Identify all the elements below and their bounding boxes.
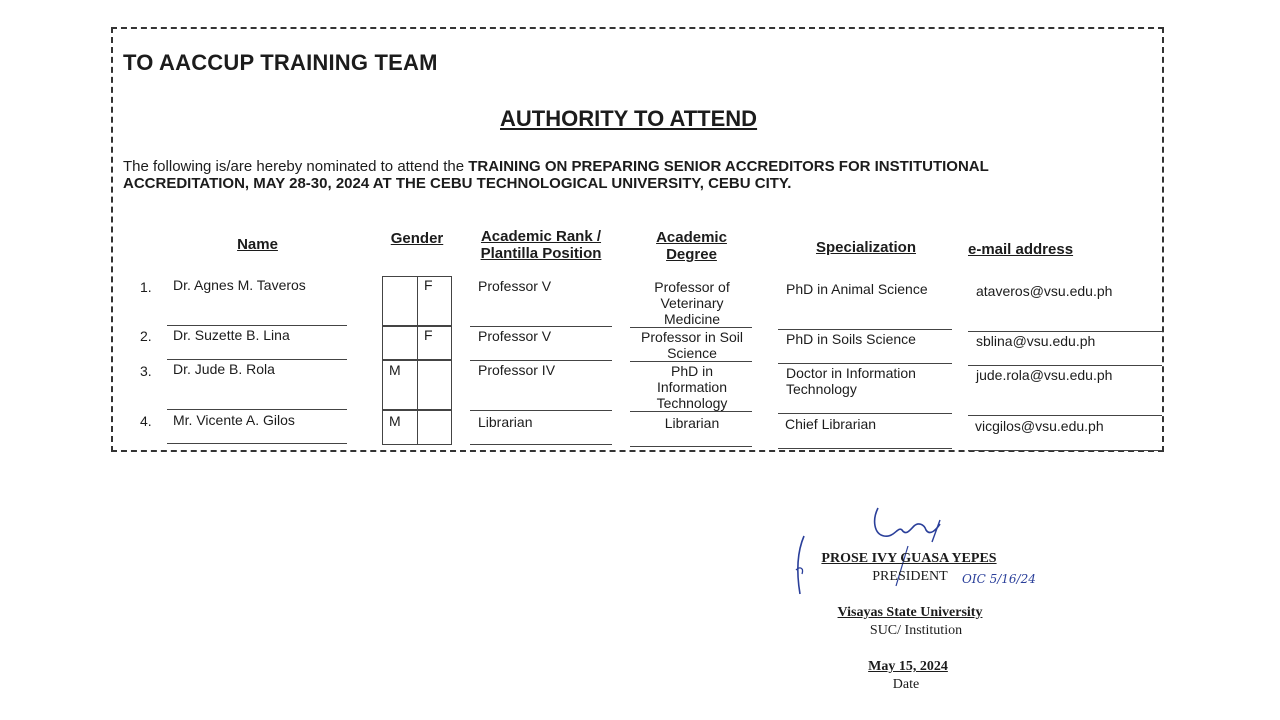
row1-email-line [968, 331, 1162, 332]
row4-rank: Librarian [478, 414, 533, 430]
col-rank-line2: Plantilla Position [480, 245, 602, 262]
row1-spec-line [778, 329, 952, 330]
row4-number: 4. [140, 413, 152, 429]
row1-email: ataveros@vsu.edu.ph [976, 283, 1113, 299]
intro-bold: TRAINING ON PREPARING SENIOR ACCREDITORS FOR INSTITUTIONAL ACCREDITATION, MAY 28-30, 2024 AT THE CEBU TECHNOLOGICAL UNIVERSITY, CEBU CITY. [123, 158, 989, 192]
handwritten-date-note: OIC 5/16/24 [962, 572, 1036, 586]
row2-email-line [968, 365, 1162, 366]
institution-label: SUC/ Institution [869, 623, 963, 638]
row2-rank: Professor V [478, 328, 552, 344]
gender-divider [417, 276, 418, 445]
row3-degree: PhD in Information Technology [656, 363, 728, 411]
addressee: TO AACCUP TRAINING TEAM [123, 50, 438, 75]
row1-rank-line [470, 326, 612, 327]
document-title: AUTHORITY TO ATTEND [500, 106, 758, 131]
row3-rank: Professor IV [478, 362, 556, 378]
row3-degree-line [630, 411, 752, 412]
row4-degree: Librarian [664, 415, 720, 431]
date-label: Date [892, 677, 920, 692]
col-degree [630, 229, 753, 263]
row4-degree-line [630, 446, 752, 447]
col-name: Name [237, 236, 278, 253]
row2-number: 2. [140, 328, 152, 344]
row1-specialization: PhD in Animal Science [786, 281, 928, 297]
row1-degree: Professor of Veterinary Medicine [654, 279, 730, 327]
row4-email: vicgilos@vsu.edu.ph [975, 418, 1104, 434]
row4-spec-line [778, 448, 952, 449]
row3-spec-line [778, 413, 952, 414]
row4-specialization: Chief Librarian [785, 416, 877, 432]
col-specialization: Specialization [815, 239, 917, 256]
row4-rank-line [470, 444, 612, 445]
row2-specialization: PhD in Soils Science [786, 331, 916, 347]
signature-scribble-icon [790, 500, 950, 600]
row2-email: sblina@vsu.edu.ph [976, 333, 1096, 349]
row3-email-line [968, 415, 1162, 416]
col-email: e-mail address [968, 241, 1074, 258]
row3-male: M [389, 362, 401, 378]
row3-email: jude.rola@vsu.edu.ph [976, 367, 1113, 383]
row1-degree-line [630, 327, 752, 328]
row2-female: F [424, 327, 433, 343]
row4-name-line [167, 443, 347, 444]
intro-paragraph [123, 158, 1083, 192]
row1-name: Dr. Agnes M. Taveros [173, 277, 306, 293]
intro-plain: The following is/are hereby nominated to attend the [123, 158, 469, 175]
row1-number: 1. [140, 279, 152, 295]
row4-email-line [968, 450, 1162, 451]
row4-male: M [389, 413, 401, 429]
col-rank [470, 228, 612, 262]
institution-name: Visayas State University [837, 605, 983, 620]
row2-degree-line [630, 361, 752, 362]
row2-spec-line [778, 363, 952, 364]
row3-specialization: Doctor in Information Technology [786, 365, 916, 397]
row3-rank-line [470, 410, 612, 411]
row3-name-line [167, 409, 347, 410]
row2-name: Dr. Suzette B. Lina [173, 327, 290, 343]
row2-rank-line [470, 360, 612, 361]
signatory-position: PRESIDENT [872, 569, 948, 584]
signatory-name: PROSE IVY GUASA YEPES [821, 551, 997, 566]
row2-degree: Professor in Soil Science [641, 329, 743, 361]
row2-name-line [167, 359, 347, 360]
row1-name-line [167, 325, 347, 326]
col-degree-line1: Academic [656, 229, 727, 246]
row3-name: Dr. Jude B. Rola [173, 361, 275, 377]
col-gender: Gender [390, 230, 444, 247]
row1-female: F [424, 277, 433, 293]
row4-name: Mr. Vicente A. Gilos [173, 412, 295, 428]
row3-number: 3. [140, 363, 152, 379]
signing-date: May 15, 2024 [868, 659, 948, 674]
col-degree-line2: Degree [666, 246, 717, 263]
row1-rank: Professor V [478, 278, 552, 294]
col-rank-line1: Academic Rank / [480, 228, 602, 245]
